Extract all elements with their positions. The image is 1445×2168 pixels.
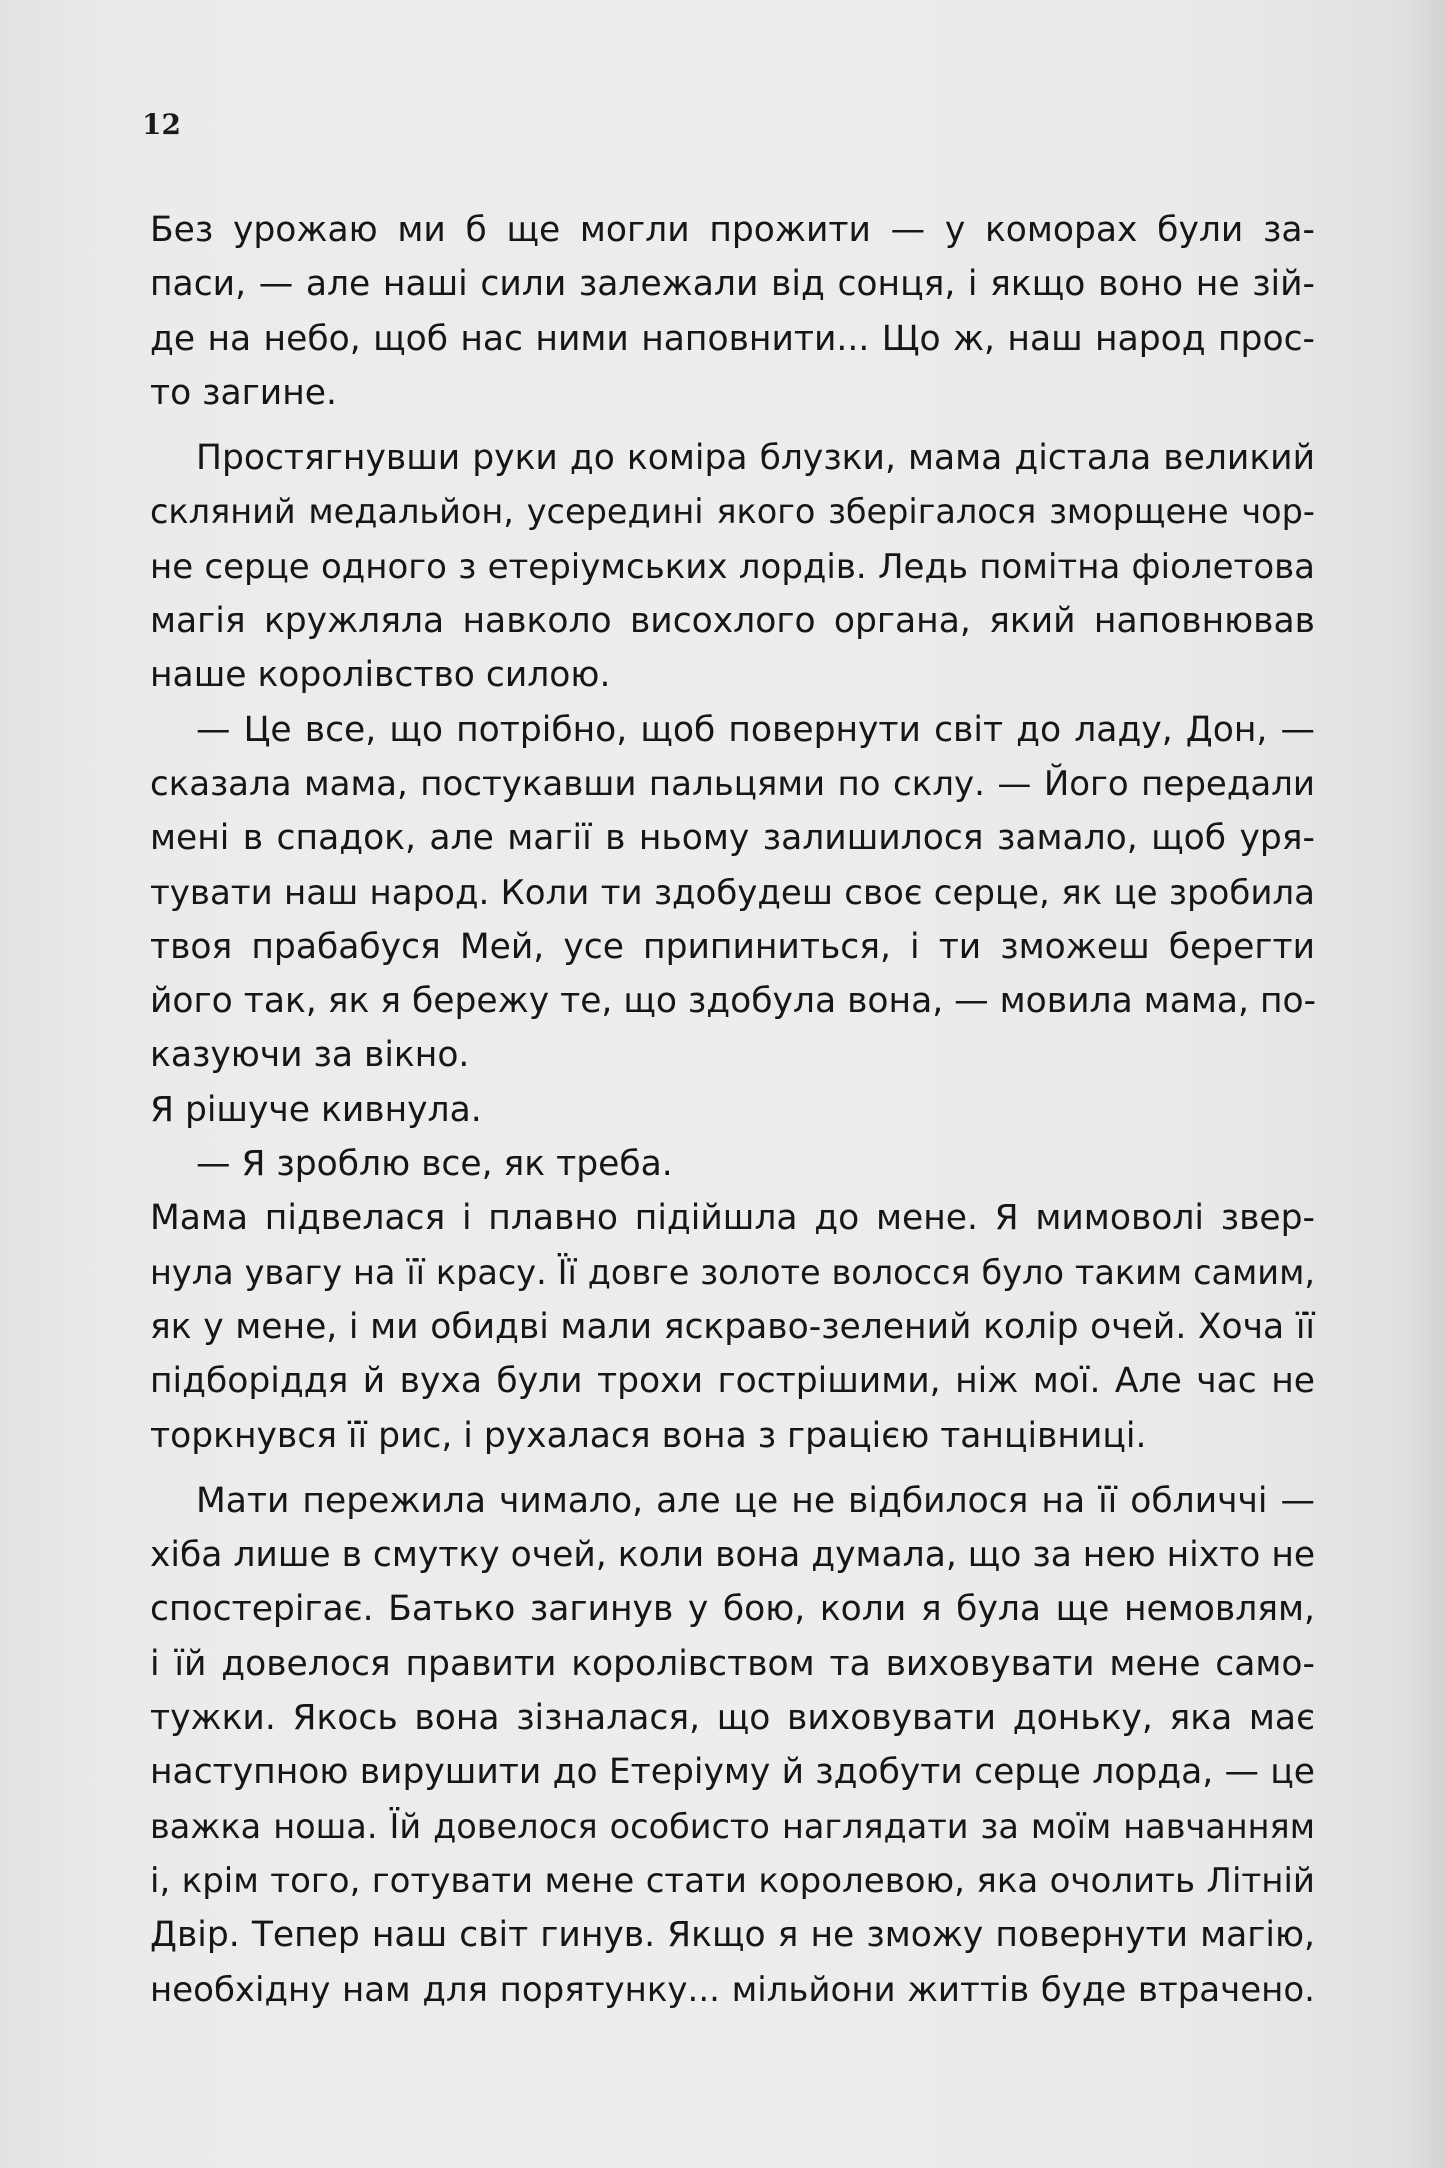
- text-line: магія кружляла навколо висохлого органа, який наповнював: [150, 601, 1315, 642]
- text-line: Без урожаю ми б ще могли прожити — у коморах були за-: [150, 210, 1315, 250]
- text-line: Мати пережила чимало, але це не відбилося на її обличчі —: [196, 1480, 1315, 1521]
- text-line: спостерігає. Батько загинув у бою, коли я була ще немовлям,: [150, 1589, 1315, 1630]
- text-line: — Це все, що потрібно, щоб повернути світ до ладу, Дон, —: [196, 709, 1315, 750]
- text-line: тужки. Якось вона зізналася, що виховувати доньку, яка має: [150, 1698, 1315, 1739]
- text-line: твоя прабабуся Мей, усе припиниться, і ти зможеш берегти: [150, 926, 1315, 967]
- text-line: сказала мама, постукавши пальцями по склу. — Його передали: [150, 763, 1315, 804]
- text-line: де на небо, щоб нас ними наповнити... Що ж, наш народ прос-: [150, 318, 1315, 359]
- text-line: не серце одного з етеріумських лордів. Ледь помітна фіолетова: [150, 546, 1315, 587]
- text-line: як у мене, і ми обидві мали яскраво-зелений колір очей. Хоча її: [150, 1306, 1315, 1347]
- text-line: і їй довелося правити королівством та виховувати мене само-: [150, 1643, 1315, 1684]
- text-line: наступною вирушити до Етеріуму й здобути серце лорда, — це: [150, 1752, 1315, 1793]
- text-line: підборіддя й вуха були трохи гострішими, ніж мої. Але час не: [150, 1361, 1315, 1402]
- body-text: [150, 203, 1315, 2017]
- text-line: необхідну нам для порятунку... мільйони життів буде втрачено.: [150, 1969, 1315, 2010]
- text-line: тувати наш народ. Коли ти здобудеш своє серце, як це зробила: [150, 872, 1315, 913]
- text-line: мені в спадок, але магії в ньому залишилося замало, щоб уря-: [150, 818, 1315, 859]
- page-number: 12: [142, 108, 181, 141]
- text-line: важка ноша. Їй довелося особисто наглядати за моїм навчанням: [150, 1806, 1315, 1846]
- text-line: наше королівство силою.: [150, 655, 611, 696]
- text-line: — Я зроблю все, як треба.: [196, 1144, 673, 1185]
- text-line: і, крім того, готувати мене стати королевою, яка очолить Літній: [150, 1860, 1315, 1901]
- text-line: Двір. Тепер наш світ гинув. Якщо я не зможу повернути магію,: [150, 1915, 1315, 1956]
- text-line: Я рішуче кивнула.: [150, 1089, 482, 1130]
- text-line: нула увагу на її красу. Її довге золоте волосся було таким самим,: [150, 1252, 1315, 1292]
- text-line: казуючи за вікно.: [150, 1035, 470, 1076]
- text-line: паси, — але наші сили залежали від сонця, і якщо воно не зій-: [150, 264, 1315, 305]
- text-line: торкнувся її рис, і рухалася вона з грацією танцівниці.: [150, 1415, 1147, 1456]
- text-line: хіба лише в смутку очей, коли вона думала, що за нею ніхто не: [150, 1535, 1316, 1576]
- text-line: скляний медальйон, усередині якого зберігалося зморщене чор-: [150, 492, 1315, 532]
- text-line: Простягнувши руки до коміра блузки, мама дістала великий: [196, 438, 1315, 479]
- text-line: то загине.: [150, 372, 337, 413]
- text-line: його так, як я бережу те, що здобула вона, — мовила мама, по-: [150, 981, 1317, 1022]
- text-line: Мама підвелася і плавно підійшла до мене. Я мимоволі звер-: [150, 1198, 1315, 1239]
- page-edge-shadow: [1405, 0, 1445, 2168]
